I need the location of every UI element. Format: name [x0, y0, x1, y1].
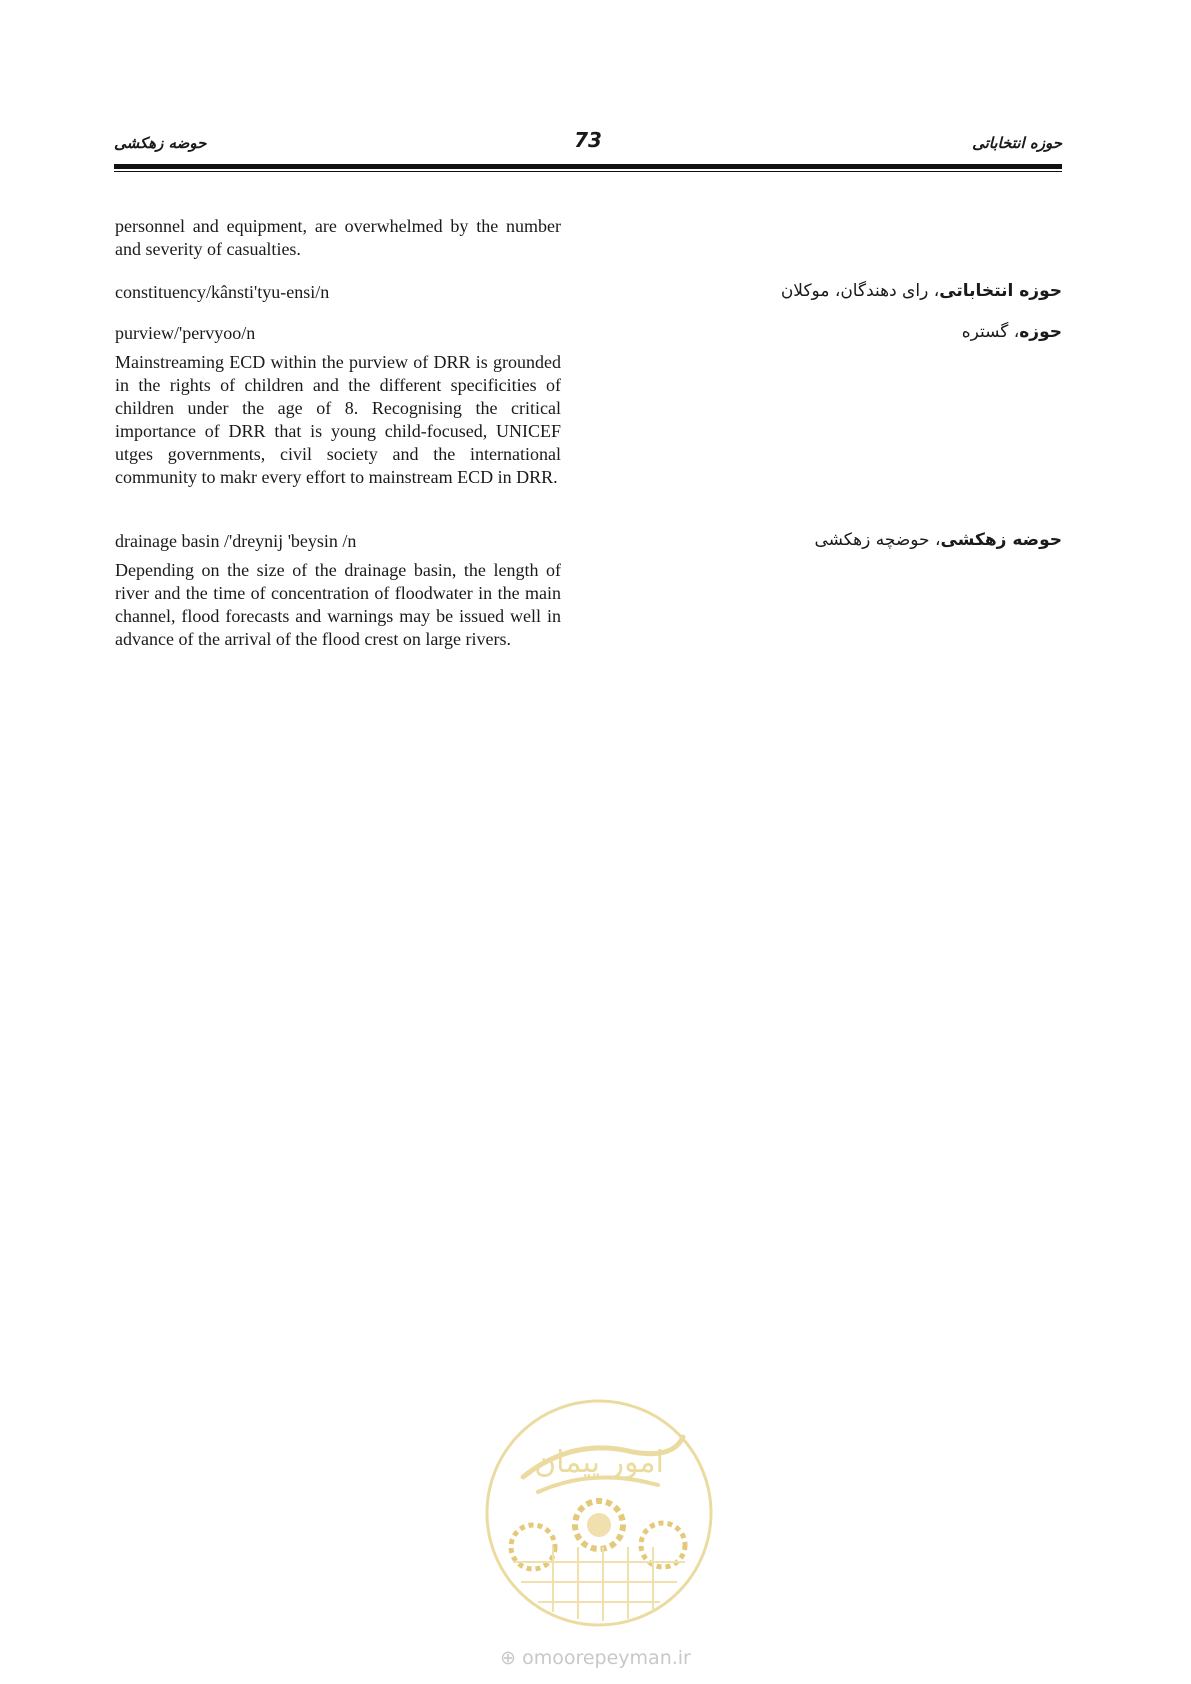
- fa-term: حوزه انتخاباتی: [939, 281, 1062, 301]
- entry-drainage-basin: [115, 530, 561, 651]
- fa-term: حوزه: [1019, 322, 1062, 342]
- page-number: 73: [574, 128, 602, 152]
- fa-separator: ،: [1008, 322, 1020, 342]
- header-left-title: حوضه زهکشی: [114, 134, 207, 152]
- fa-entry-constituency: [781, 281, 1062, 301]
- page-header: [114, 128, 1062, 160]
- fa-definition: گستره: [961, 322, 1009, 342]
- entry-example: Depending on the size of the drainage basin, the length of river and the time of concentration of floodwater in the main channel, flood forecasts and warnings may be issued well in advance of the arrival of the flood crest on large rivers.: [115, 560, 561, 649]
- logo-grid: [513, 1547, 685, 1621]
- continuation-paragraph: [115, 215, 561, 261]
- entry-term: purview/'pervyoo/n: [115, 323, 256, 343]
- continuation-text: personnel and equipment, are overwhelmed by the number and severity of casualties.: [115, 216, 561, 259]
- entry-purview: [115, 322, 561, 489]
- entry-example: Mainstreaming ECD within the purview of DRR is grounded in the rights of children and the different specificities of children under the age of 8. Recognising the critical importance of DRR that is young child-focused, UNICEF utges governments, civil society and the international community to makr every effort to mainstream ECD in DRR.: [115, 352, 561, 487]
- entry-term: drainage basin /'dreynij 'beysin /n: [115, 531, 357, 551]
- gear-hub: [587, 1513, 611, 1537]
- fa-separator: ،: [928, 281, 940, 301]
- entry-term: constituency/kânsti'tyu-ensi/n: [115, 282, 330, 302]
- header-rule-thin: [114, 171, 1062, 172]
- fa-separator: ،: [929, 530, 941, 550]
- watermark-logo: [483, 1397, 715, 1629]
- globe-icon: ⊕: [500, 1647, 517, 1669]
- fa-term: حوضه زهکشی: [940, 530, 1062, 550]
- fa-entry-purview: [962, 322, 1062, 342]
- watermark-site: [0, 1647, 1191, 1669]
- tools-gear-icon: [641, 1523, 685, 1567]
- fa-definition: حوضچه زهکشی: [814, 530, 930, 550]
- header-rule-thick: [114, 164, 1062, 169]
- fa-entry-drainage-basin: [814, 530, 1062, 550]
- fa-definition: رای دهندگان، موکلان: [780, 281, 929, 301]
- logo-text: امور پیمان: [534, 1445, 664, 1480]
- header-right-title: حوزه انتخاباتی: [972, 134, 1062, 152]
- entry-constituency: [115, 281, 561, 310]
- site-url: omoorepeyman.ir: [522, 1647, 691, 1669]
